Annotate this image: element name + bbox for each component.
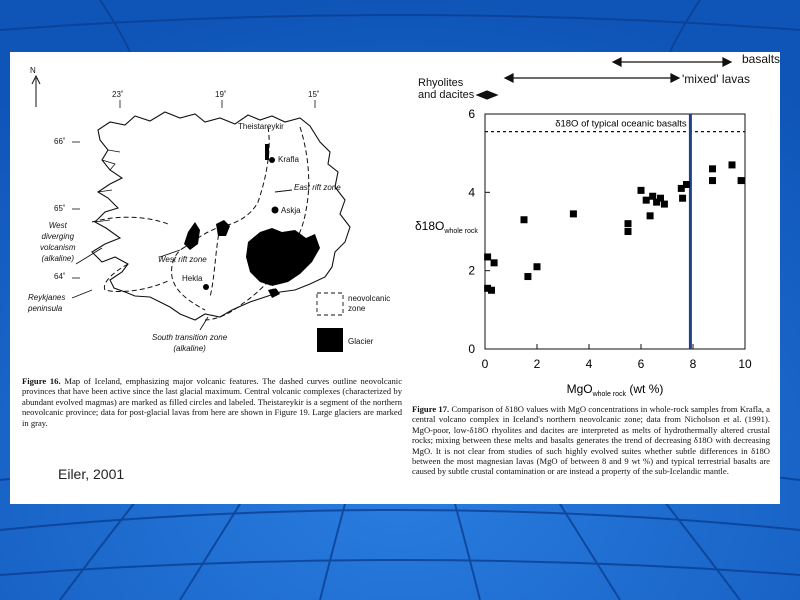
label-west-rift-zone: West rift zone <box>158 255 207 264</box>
legend-glacier-label: Glacier <box>348 337 374 346</box>
range-label-basalts: basalts <box>742 52 781 66</box>
x-tick-label: 0 <box>481 357 489 371</box>
figure17-caption <box>412 404 770 477</box>
label-reykjanes-line1: Reykjanes <box>28 293 66 302</box>
x-tick-label: 10 <box>738 357 752 371</box>
slide-content <box>10 52 780 504</box>
x-tick-label: 6 <box>637 357 645 371</box>
hekla-marker <box>203 284 209 290</box>
data-point <box>638 187 645 194</box>
x-tick-label: 8 <box>689 357 697 371</box>
figure16-caption <box>22 376 402 428</box>
latitude-66: 66˚ <box>54 137 66 146</box>
x-axis-label <box>567 382 664 397</box>
north-label: N <box>30 66 36 75</box>
label-krafla: Krafla <box>278 155 299 164</box>
label-south-transition-line2: (alkaline) <box>173 344 206 353</box>
reference-line-label: δ18O of typical oceanic basalts <box>555 118 687 130</box>
y-axis-label <box>415 219 478 235</box>
figure16-caption-text: Map of Iceland, emphasizing major volcanic features. The dashed curves outline neovolcanic provinces that have been active since the last glacial maximum. Central volcanic complexes (characterized by abundant evolved magmas) are marked as filled circles and labeled. Theistareykir is a segment of the northern neovolcanic province; data for post-glacial lavas from here are shown in Figure 19. Large glaciers are marked in gray. <box>22 376 403 428</box>
label-south-transition-line1: South transition zone <box>152 333 228 342</box>
y-axis-label-sub: whole rock <box>444 228 478 235</box>
x-tick-label: 4 <box>585 357 593 371</box>
legend-neovolcanic-line1: neovolcanic <box>348 294 391 303</box>
data-point <box>709 177 716 184</box>
range-label-rhyolites-line1: Rhyolites <box>418 77 464 89</box>
data-point <box>661 201 668 208</box>
longitude-15: 15˚ <box>308 90 320 99</box>
y-tick-label: 0 <box>468 342 475 356</box>
latitude-65: 65˚ <box>54 204 66 213</box>
label-south-transition <box>152 332 227 354</box>
author-credit: Eiler, 2001 <box>58 466 125 482</box>
krafla-marker <box>269 157 275 163</box>
longitude-23: 23˚ <box>112 90 124 99</box>
data-point <box>570 210 577 217</box>
range-label-rhyolites-line2: and dacites <box>418 89 475 101</box>
label-hekla: Hekla <box>182 274 203 283</box>
data-point <box>484 253 491 260</box>
data-point <box>491 259 498 266</box>
label-west-diverging-line1: West <box>48 221 67 230</box>
data-point <box>488 287 495 294</box>
label-askja: Askja <box>281 206 301 215</box>
label-west-diverging-line4: (alkaline) <box>41 254 75 263</box>
data-point <box>534 263 541 270</box>
mgo-delta18o-chart <box>405 52 775 397</box>
range-label-rhyolites <box>418 77 474 101</box>
label-reykjanes-line2: peninsula <box>28 304 63 313</box>
y-axis-label-main: δ18O <box>415 219 445 233</box>
legend-neovolcanic-line2: zone <box>348 304 366 313</box>
data-point <box>738 177 745 184</box>
data-point <box>643 197 650 204</box>
data-point <box>647 212 654 219</box>
data-point <box>709 165 716 172</box>
legend-neovolcanic-swatch <box>317 293 343 315</box>
data-point <box>521 216 528 223</box>
figure16-caption-title: Figure 16. <box>22 376 61 386</box>
data-point <box>625 220 632 227</box>
label-theistareykir: Theistareykir <box>238 122 284 131</box>
label-small: Kot-lu <box>265 285 279 291</box>
data-point <box>683 181 690 188</box>
data-point <box>679 195 686 202</box>
rhyolites-range-marker <box>477 91 497 99</box>
legend-neovolcanic-label <box>348 294 390 314</box>
x-axis-label-unit: (wt %) <box>626 382 664 396</box>
x-tick-label: 2 <box>533 357 541 371</box>
data-point <box>625 228 632 235</box>
y-tick-label: 2 <box>468 263 475 278</box>
plot-frame <box>485 114 745 349</box>
data-point <box>524 273 531 280</box>
figure17-caption-text: Comparison of δ18O values with MgO concentrations in whole-rock samples from Krafla, a central volcano complex in Iceland's northern neovolcanic zone; data from Nicholson et al. (1991). MgO-poor, low-δ18O rhyolites and dacites are interpreted as melts of hydrothermally altered crustal rocks; mixing between these melts and basalts generates the trend of decreasing δ18O with decreasing MgO. It is not clear from studies of such highly evolved suites whether subtle differences in δ18O between the most magnesian lavas (MgO of between 8 and 9 wt %) and typical terrestrial basalts are caused by subtle crustal contamination or are instead a property of the sub-Icelandic mantle. <box>412 404 770 477</box>
label-west-diverging <box>40 220 76 264</box>
legend-glacier-swatch <box>317 328 343 352</box>
label-reykjanes <box>28 292 65 314</box>
x-axis-label-main: MgO <box>566 382 593 396</box>
y-tick-label: 6 <box>468 107 475 121</box>
iceland-map <box>10 52 415 370</box>
label-east-rift-zone: East rift zone <box>294 183 341 192</box>
latitude-64: 64˚ <box>54 272 66 281</box>
askja-marker <box>272 207 279 214</box>
x-axis-label-sub: whole rock <box>592 391 627 397</box>
y-tick-label: 4 <box>468 185 475 200</box>
label-west-diverging-line3: volcanism <box>40 243 76 252</box>
iceland-outline <box>92 112 350 320</box>
figure17-caption-title: Figure 17. <box>412 404 450 414</box>
theistareykir-marker <box>265 144 269 160</box>
label-west-diverging-line2: diverging <box>41 232 75 241</box>
data-point <box>729 161 736 168</box>
range-label-mixed: 'mixed' lavas <box>682 72 750 86</box>
longitude-19: 19˚ <box>215 90 227 99</box>
